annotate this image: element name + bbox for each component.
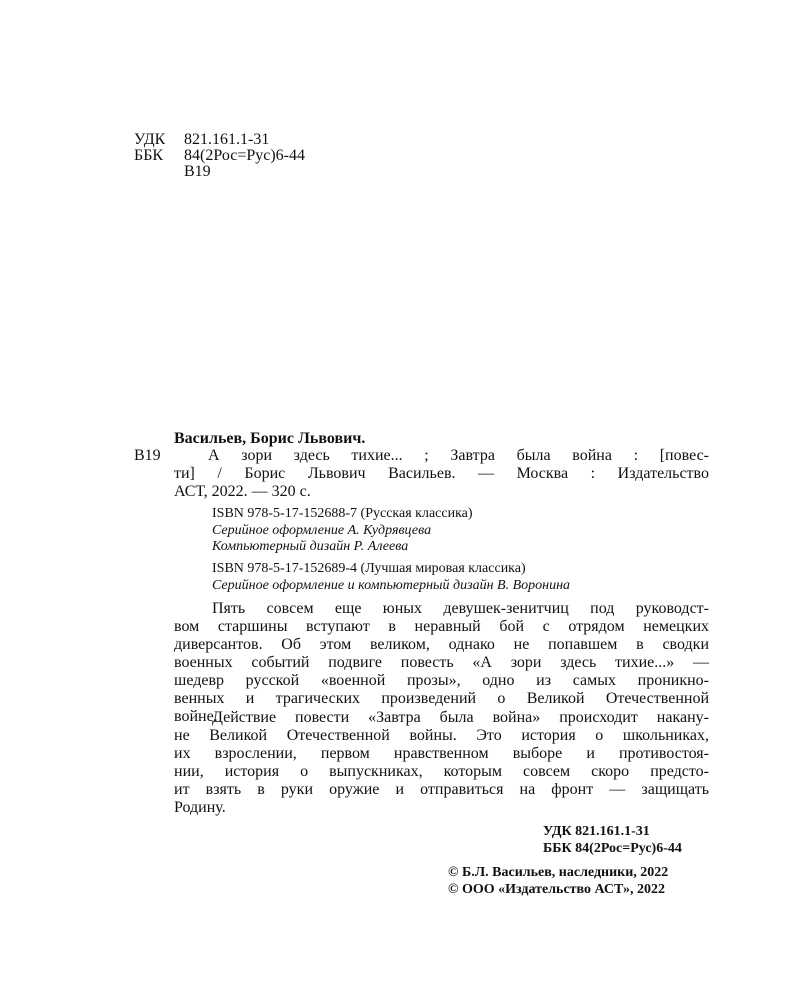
annotation-line: не Великой Отечественной войны. Это история о школьниках,: [174, 727, 709, 744]
bbk-value: 84(2Рос=Рус)6-44: [184, 147, 306, 164]
bottom-bbk: ББК 84(2Рос=Рус)6-44: [543, 841, 682, 856]
author-mark-top: В19: [184, 163, 211, 180]
udk-label: УДК: [134, 131, 166, 148]
author-mark: В19: [134, 447, 161, 464]
isbn-russian-classics: ISBN 978-5-17-152688-7 (Русская классика): [212, 506, 473, 521]
annotation-line: диверсантов. Об этом великом, однако не попавшем в сводки: [174, 636, 709, 653]
copyright-publisher: © ООО «Издательство АСТ», 2022: [448, 882, 666, 897]
bbk-label: ББК: [134, 147, 164, 164]
isbn-world-classics: ISBN 978-5-17-152689-4 (Лучшая мировая классика): [212, 561, 526, 576]
annotation-line: венных и трагических произведений о Великой Отечественной: [174, 690, 709, 707]
annotation-line: их взрослении, первом нравственном выборе и противостоя-: [174, 745, 709, 762]
annotation-line: военных событий подвиге повесть «А зори здесь тихие...» —: [174, 654, 709, 671]
series-design-credit: Серийное оформление А. Кудрявцева: [212, 523, 432, 538]
annotation-line: вом старшины вступают в неравный бой с отрядом немецких: [174, 618, 709, 635]
annotation-line: нии, история о выпускниках, которым совсем скоро предсто-: [174, 763, 709, 780]
copyright-author: © Б.Л. Васильев, наследники, 2022: [448, 865, 669, 880]
bottom-udk: УДК 821.161.1-31: [543, 824, 650, 839]
annotation-line: ит взять в руки оружие и отправиться на фронт — защищать: [174, 781, 709, 798]
annotation-line: Действие повести «Завтра была война» происходит накану-: [212, 709, 709, 726]
annotation-line: шедевр русской «военной прозы», одно из самых проникно-: [174, 672, 709, 689]
annotation-line: войне.: [174, 708, 218, 725]
series-design-credit-2: Серийное оформление и компьютерный дизайн В. Воронина: [212, 578, 571, 593]
author-heading: Васильев, Борис Львович.: [174, 430, 366, 447]
udk-value: 821.161.1-31: [184, 131, 270, 148]
computer-design-credit: Компьютерный дизайн Р. Алеева: [212, 539, 409, 554]
annotation-line: Родину.: [174, 799, 226, 816]
desc-line-2: ти] / Борис Львович Васильев. — Москва : Издательство: [174, 465, 709, 482]
desc-line-1: А зори здесь тихие... ; Завтра была война : [повес-: [208, 447, 709, 464]
desc-line-3: АСТ, 2022. — 320 с.: [174, 483, 311, 500]
annotation-line: Пять совсем еще юных девушек-зенитчиц под руководст-: [212, 600, 709, 617]
